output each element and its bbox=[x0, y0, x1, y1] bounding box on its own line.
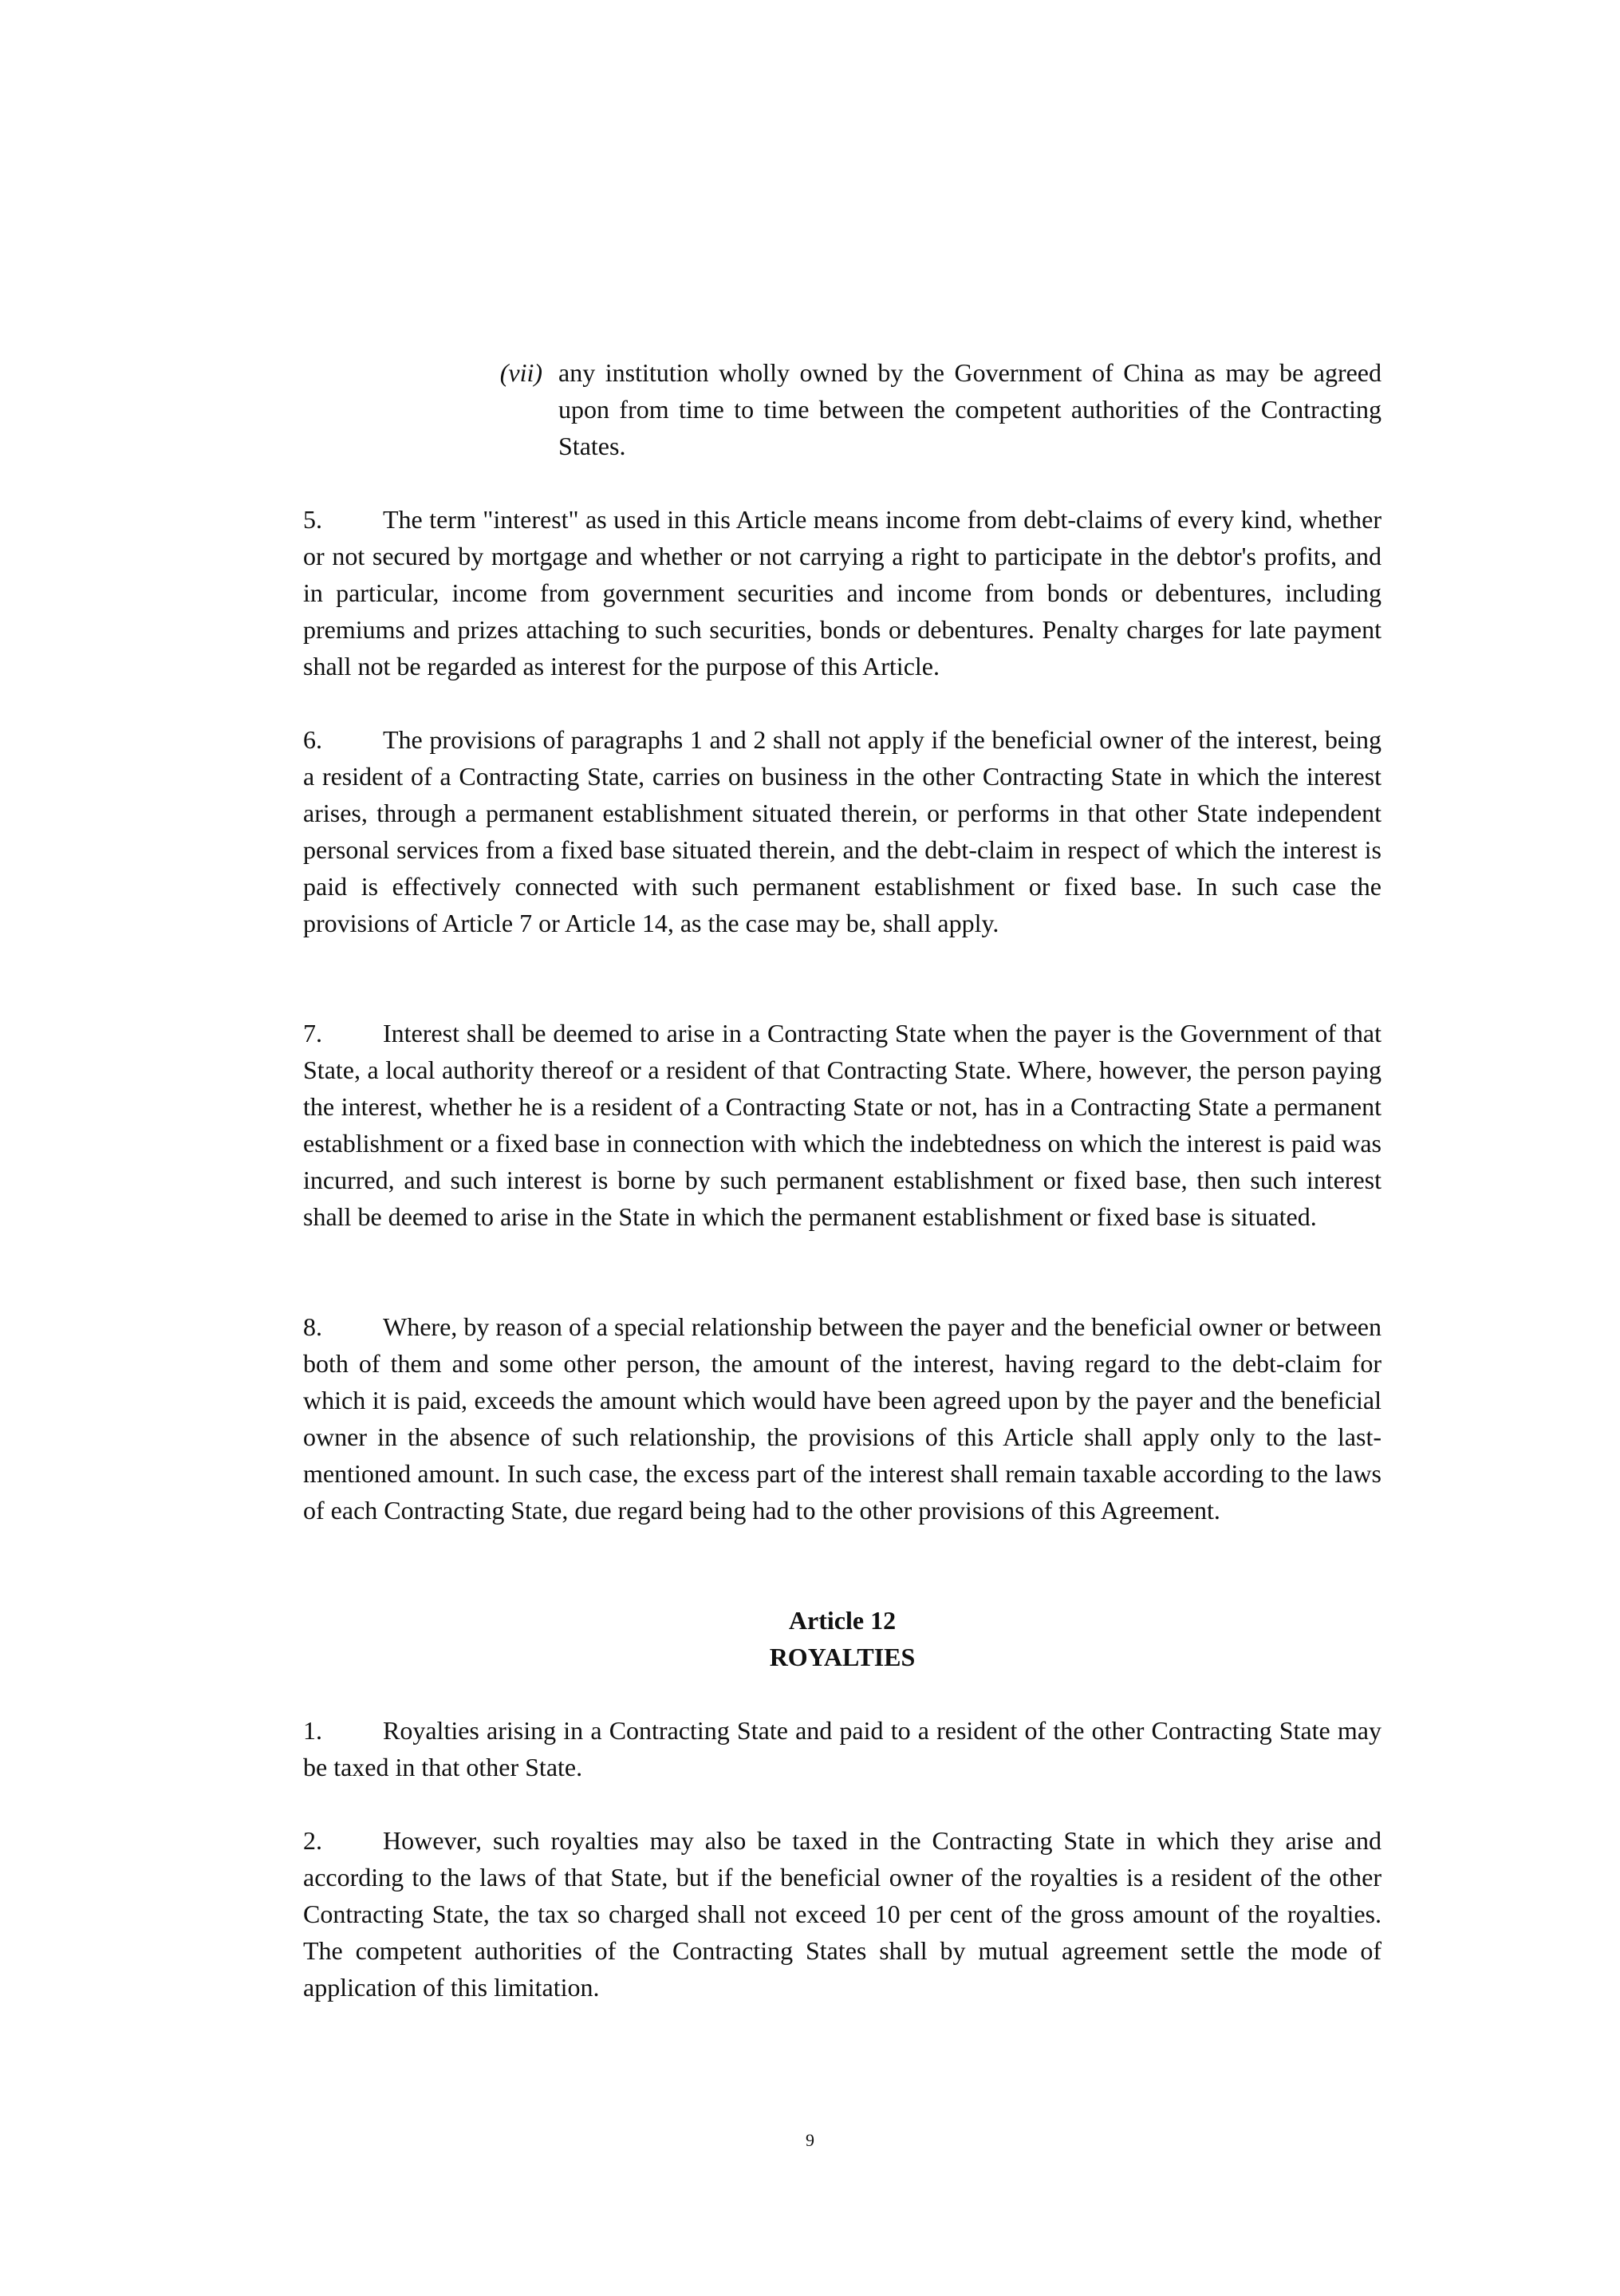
paragraph-7 bbox=[303, 1015, 1382, 1235]
sub-item-label: (vii) bbox=[499, 358, 542, 387]
paragraph-number: 5. bbox=[303, 505, 322, 534]
article-paragraph-1 bbox=[303, 1712, 1382, 1785]
sub-item-text: any institution wholly owned by the Government of China as may be agreed upon from time to time between the competent authorities of the Contracting States. bbox=[558, 358, 1382, 460]
paragraph-5 bbox=[303, 501, 1382, 684]
paragraph-number: 7. bbox=[303, 1019, 322, 1047]
paragraph-number: 6. bbox=[303, 725, 322, 754]
paragraph-text: The provisions of paragraphs 1 and 2 shall not apply if the beneficial owner of the interest, being a resident of a Contracting State, carries on business in the other Contracting State in which the interest arises, through a permanent establishment situated therein, or performs in that other State independent personal services from a fixed base situated therein, and the debt-claim in respect of which the interest is paid is effectively connected with such permanent establishment or fixed base. In such case the provisions of Article 7 or Article 14, as the case may be, shall apply. bbox=[303, 725, 1382, 937]
paragraph-number: 2. bbox=[303, 1826, 322, 1855]
paragraph-number: 8. bbox=[303, 1312, 322, 1341]
paragraph-text: Interest shall be deemed to arise in a Contracting State when the payer is the Government of that State, a local authority thereof or a resident of that Contracting State. Where, however, the person paying the interest, whether he is a resident of a Contracting State or not, has in a Contracting State a permanent establishment or a fixed base in connection with which the indebtedness on which the interest is paid was incurred, and such interest is borne by such permanent establishment or fixed base, then such interest shall be deemed to arise in the State in which the permanent establishment or fixed base is situated. bbox=[303, 1019, 1382, 1231]
paragraph-text: The term "interest" as used in this Article means income from debt-claims of every kind, whether or not secured by mortgage and whether or not carrying a right to participate in the debtor's profits, and in particular, income from government securities and income from bonds or debentures, including premiums and prizes attaching to such securities, bonds or debentures. Penalty charges for late payment shall not be regarded as interest for the purpose of this Article. bbox=[303, 505, 1382, 681]
article-paragraph-2 bbox=[303, 1822, 1382, 2006]
page-number: 9 bbox=[806, 2130, 814, 2150]
paragraph-text: Where, by reason of a special relationship between the payer and the beneficial owner or between both of them and some other person, the amount of the interest, having regard to the debt-claim for which it is paid, exceeds the amount which would have been agreed upon by the payer and the beneficial owner in the absence of such relationship, the provisions of this Article shall apply only to the last-mentioned amount. In such case, the excess part of the interest shall remain taxable according to the laws of each Contracting State, due regard being had to the other provisions of this Agreement. bbox=[303, 1312, 1382, 1525]
paragraph-8 bbox=[303, 1308, 1382, 1529]
paragraph-text: Royalties arising in a Contracting State and paid to a resident of the other Contracting State may be taxed in that other State. bbox=[303, 1716, 1382, 1781]
article-title: Article 12 bbox=[788, 1606, 897, 1635]
paragraph-6 bbox=[303, 721, 1382, 941]
paragraph-number: 1. bbox=[303, 1716, 322, 1745]
paragraph-text: However, such royalties may also be taxed in the Contracting State in which they arise and according to the laws of that State, but if the beneficial owner of the royalties is a resident of the other Contracting State, the tax so charged shall not exceed 10 per cent of the gross amount of the royalties. The competent authorities of the Contracting States shall by mutual agreement settle the mode of application of this limitation. bbox=[303, 1826, 1382, 2002]
article-subtitle: ROYALTIES bbox=[769, 1643, 916, 1671]
